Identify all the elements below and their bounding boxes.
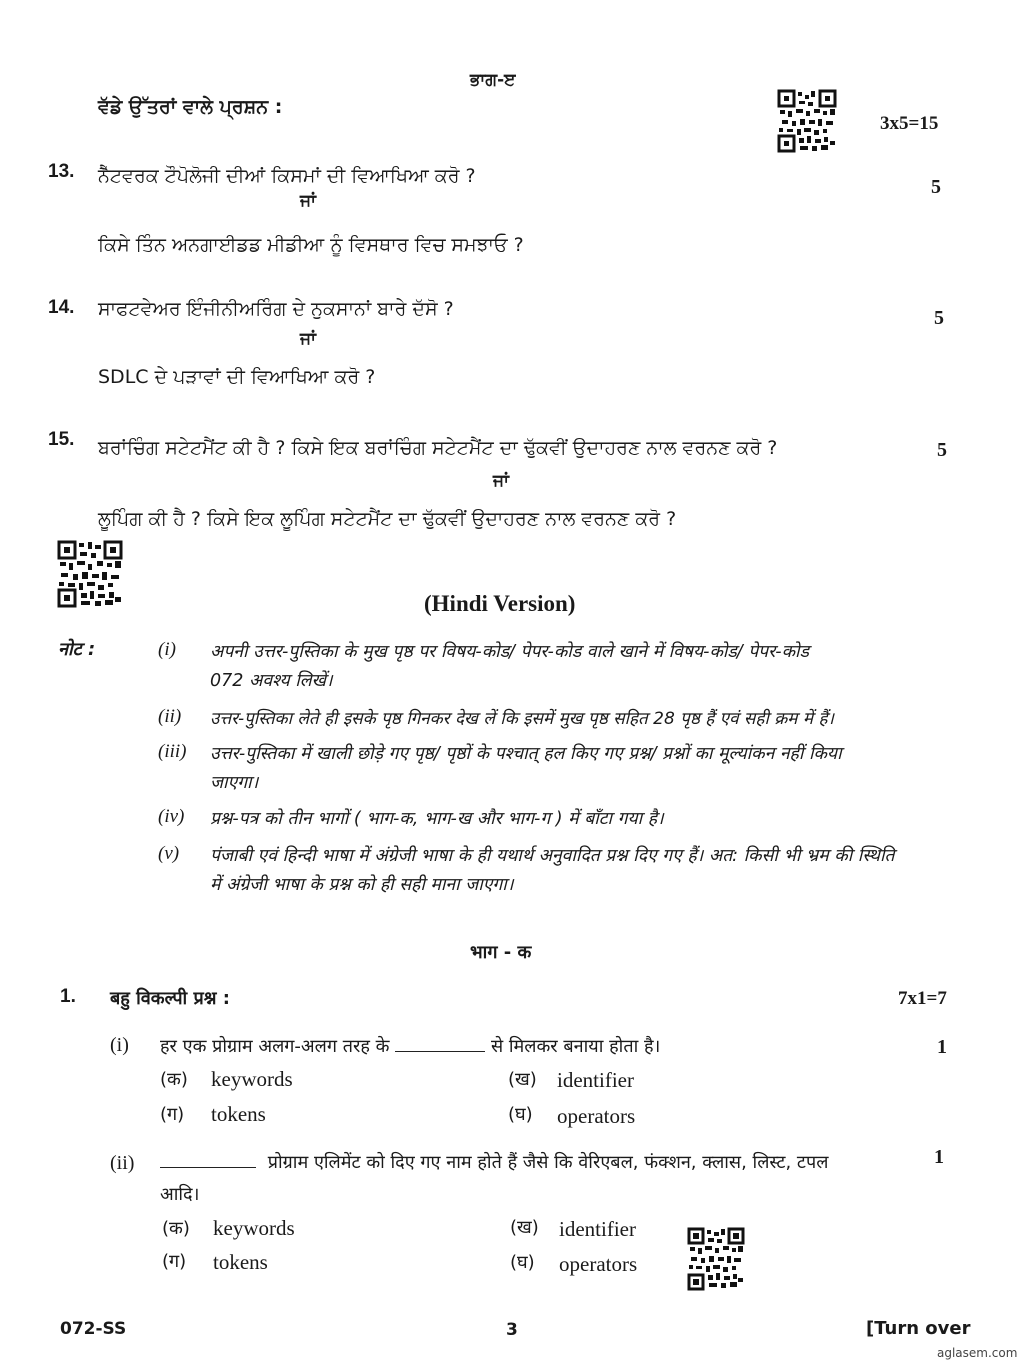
sub-question-text-line2: आदि। xyxy=(160,1184,200,1205)
qr-code-top xyxy=(777,89,837,153)
or-label: ਜਾਂ xyxy=(300,329,316,349)
qr-code-bottom xyxy=(687,1227,745,1291)
section-header: ਭਾਗ-ੲ xyxy=(470,70,516,90)
question-number: 13. xyxy=(48,161,75,182)
option-label: (ख) xyxy=(508,1069,537,1090)
question-text: ਬਰਾਂਚਿੰਗ ਸਟੇਟਮੈਂਟ ਕੀ ਹੈ ? ਕਿਸੇ ਇਕ ਬਰਾਂਚਿੰਗ ਸਟੇਟਮੈਂਟ ਦਾ ਢੁੱਕਵੀਂ ਉਦਾਹਰਣ ਨਾਲ ਵਰਨਣ ਕਰੋ ? xyxy=(98,437,778,459)
sub-question-marks: 1 xyxy=(937,1036,947,1058)
note-number: (iii) xyxy=(158,741,187,762)
sub-question-number: (ii) xyxy=(110,1152,135,1174)
sub-question-text-before: हर एक प्रोग्राम अलग-अलग तरह के xyxy=(160,1036,390,1057)
question-marks: 5 xyxy=(937,439,947,461)
option-label: (ग) xyxy=(160,1104,185,1125)
option-text: identifier xyxy=(557,1068,634,1092)
note-number: (i) xyxy=(158,639,176,660)
turn-over-label: [Turn over xyxy=(866,1318,971,1339)
option-label: (क) xyxy=(160,1069,188,1090)
part-a-title: भाग - क xyxy=(470,942,532,963)
option-text: operators xyxy=(559,1252,638,1276)
sub-question-marks: 1 xyxy=(934,1146,944,1168)
watermark: aglasem.com xyxy=(937,1346,1018,1360)
sub-question-number: (i) xyxy=(110,1034,129,1056)
fill-blank xyxy=(395,1037,485,1052)
option-text: keywords xyxy=(213,1216,295,1240)
option-label: (ग) xyxy=(162,1251,187,1272)
option-text: keywords xyxy=(211,1067,293,1091)
question-number: 14. xyxy=(48,297,75,318)
note-number: (v) xyxy=(158,843,180,864)
note-text: 072 अवश्य लिखें। xyxy=(210,671,333,691)
note-text: पंजाबी एवं हिन्दी भाषा में अंग्रेजी भाषा के ही यथार्थ अनुवादित प्रश्न दिए गए हैं। अत: किसी भी भ्रम की स्थिति xyxy=(210,846,895,866)
question-text: ਨੈੱਟਵਰਕ ਟੌਪੋਲੋਜੀ ਦੀਆਂ ਕਿਸਮਾਂ ਦੀ ਵਿਆਖਿਆ ਕਰੋ ? xyxy=(98,165,476,187)
question-alternative: ਲੂਪਿੰਗ ਕੀ ਹੈ ? ਕਿਸੇ ਇਕ ਲੂਪਿੰਗ ਸਟੇਟਮੈਂਟ ਦਾ ਢੁੱਕਵੀਂ ਉਦਾਹਰਣ ਨਾਲ ਵਰਨਣ ਕਰੋ ? xyxy=(98,508,677,530)
note-text: उत्तर-पुस्तिका में खाली छोड़े गए पृष्ठ/ पृष्ठों के पश्चात् हल किए गए प्रश्न/ प्रश्नों का मूल्यांकन नहीं किया xyxy=(210,744,842,764)
fill-blank xyxy=(160,1153,256,1168)
hindi-version-title: (Hindi Version) xyxy=(424,591,576,616)
or-label: ਜਾਂ xyxy=(493,471,509,491)
option-text: operators xyxy=(557,1104,636,1128)
note-number: (iv) xyxy=(158,806,185,827)
note-text: प्रश्न-पत्र को तीन भागों ( भाग-क, भाग-ख और भाग-ग ) में बाँटा गया है। xyxy=(210,809,664,829)
question-alternative: SDLC ਦੇ ਪੜਾਵਾਂ ਦੀ ਵਿਆਖਿਆ ਕਰੋ ? xyxy=(98,366,376,388)
option-text: identifier xyxy=(559,1217,636,1241)
long-answer-heading: ਵੱਡੇ ਉੱਤਰਾਂ ਵਾਲੇ ਪ੍ਰਸ਼ਨ : xyxy=(98,96,283,118)
mcq-heading: बहु विकल्पी प्रश्न : xyxy=(110,988,230,1009)
mcq-marks-total: 7x1=7 xyxy=(898,988,947,1009)
page-number: 3 xyxy=(506,1320,518,1340)
option-label: (घ) xyxy=(510,1252,535,1273)
note-text: अपनी उत्तर-पुस्तिका के मुख पृष्ठ पर विषय-कोड/ पेपर-कोड वाले खाने में विषय-कोड/ पेपर-कोड xyxy=(210,642,809,662)
option-label: (ख) xyxy=(510,1217,539,1238)
long-answer-marks-total: 3x5=15 xyxy=(880,113,939,134)
question-alternative: ਕਿਸੇ ਤਿੰਨ ਅਨਗਾਈਡਡ ਮੀਡੀਆ ਨੂੰ ਵਿਸਥਾਰ ਵਿਚ ਸਮਝਾਓ ? xyxy=(98,234,524,256)
question-number: 1. xyxy=(60,986,76,1007)
note-text: उत्तर-पुस्तिका लेते ही इसके पृष्ठ गिनकर देख लें कि इसमें मुख पृष्ठ सहित 28 पृष्ठ हैं एवं सही क्रम में हैं। xyxy=(210,709,834,729)
question-marks: 5 xyxy=(931,176,941,198)
question-marks: 5 xyxy=(934,307,944,329)
qr-code-left xyxy=(57,540,123,608)
sub-question-text xyxy=(160,1150,828,1174)
sub-question-text-after: प्रोग्राम एलिमेंट को दिए गए नाम होते हैं जैसे कि वेरिएबल, फंक्शन, क्लास, लिस्ट, टपल xyxy=(267,1152,829,1173)
note-text: में अंग्रेजी भाषा के प्रश्न को ही सही माना जाएगा। xyxy=(210,875,514,895)
option-text: tokens xyxy=(213,1250,268,1274)
option-label: (घ) xyxy=(508,1104,533,1125)
or-label: ਜਾਂ xyxy=(300,191,316,211)
paper-code: 072-SS xyxy=(60,1319,127,1339)
note-number: (ii) xyxy=(158,706,182,727)
question-number: 15. xyxy=(48,429,75,450)
sub-question-text-after: से मिलकर बनाया होता है। xyxy=(490,1036,661,1057)
sub-question-text xyxy=(160,1034,660,1058)
option-label: (क) xyxy=(162,1218,190,1239)
question-text: ਸਾਫਟਵੇਅਰ ਇੰਜੀਨੀਅਰਿੰਗ ਦੇ ਨੁਕਸਾਨਾਂ ਬਾਰੇ ਦੱਸੋ ? xyxy=(98,298,454,320)
note-label: नोट : xyxy=(58,639,96,660)
note-text: जाएगा। xyxy=(210,773,259,793)
option-text: tokens xyxy=(211,1102,266,1126)
